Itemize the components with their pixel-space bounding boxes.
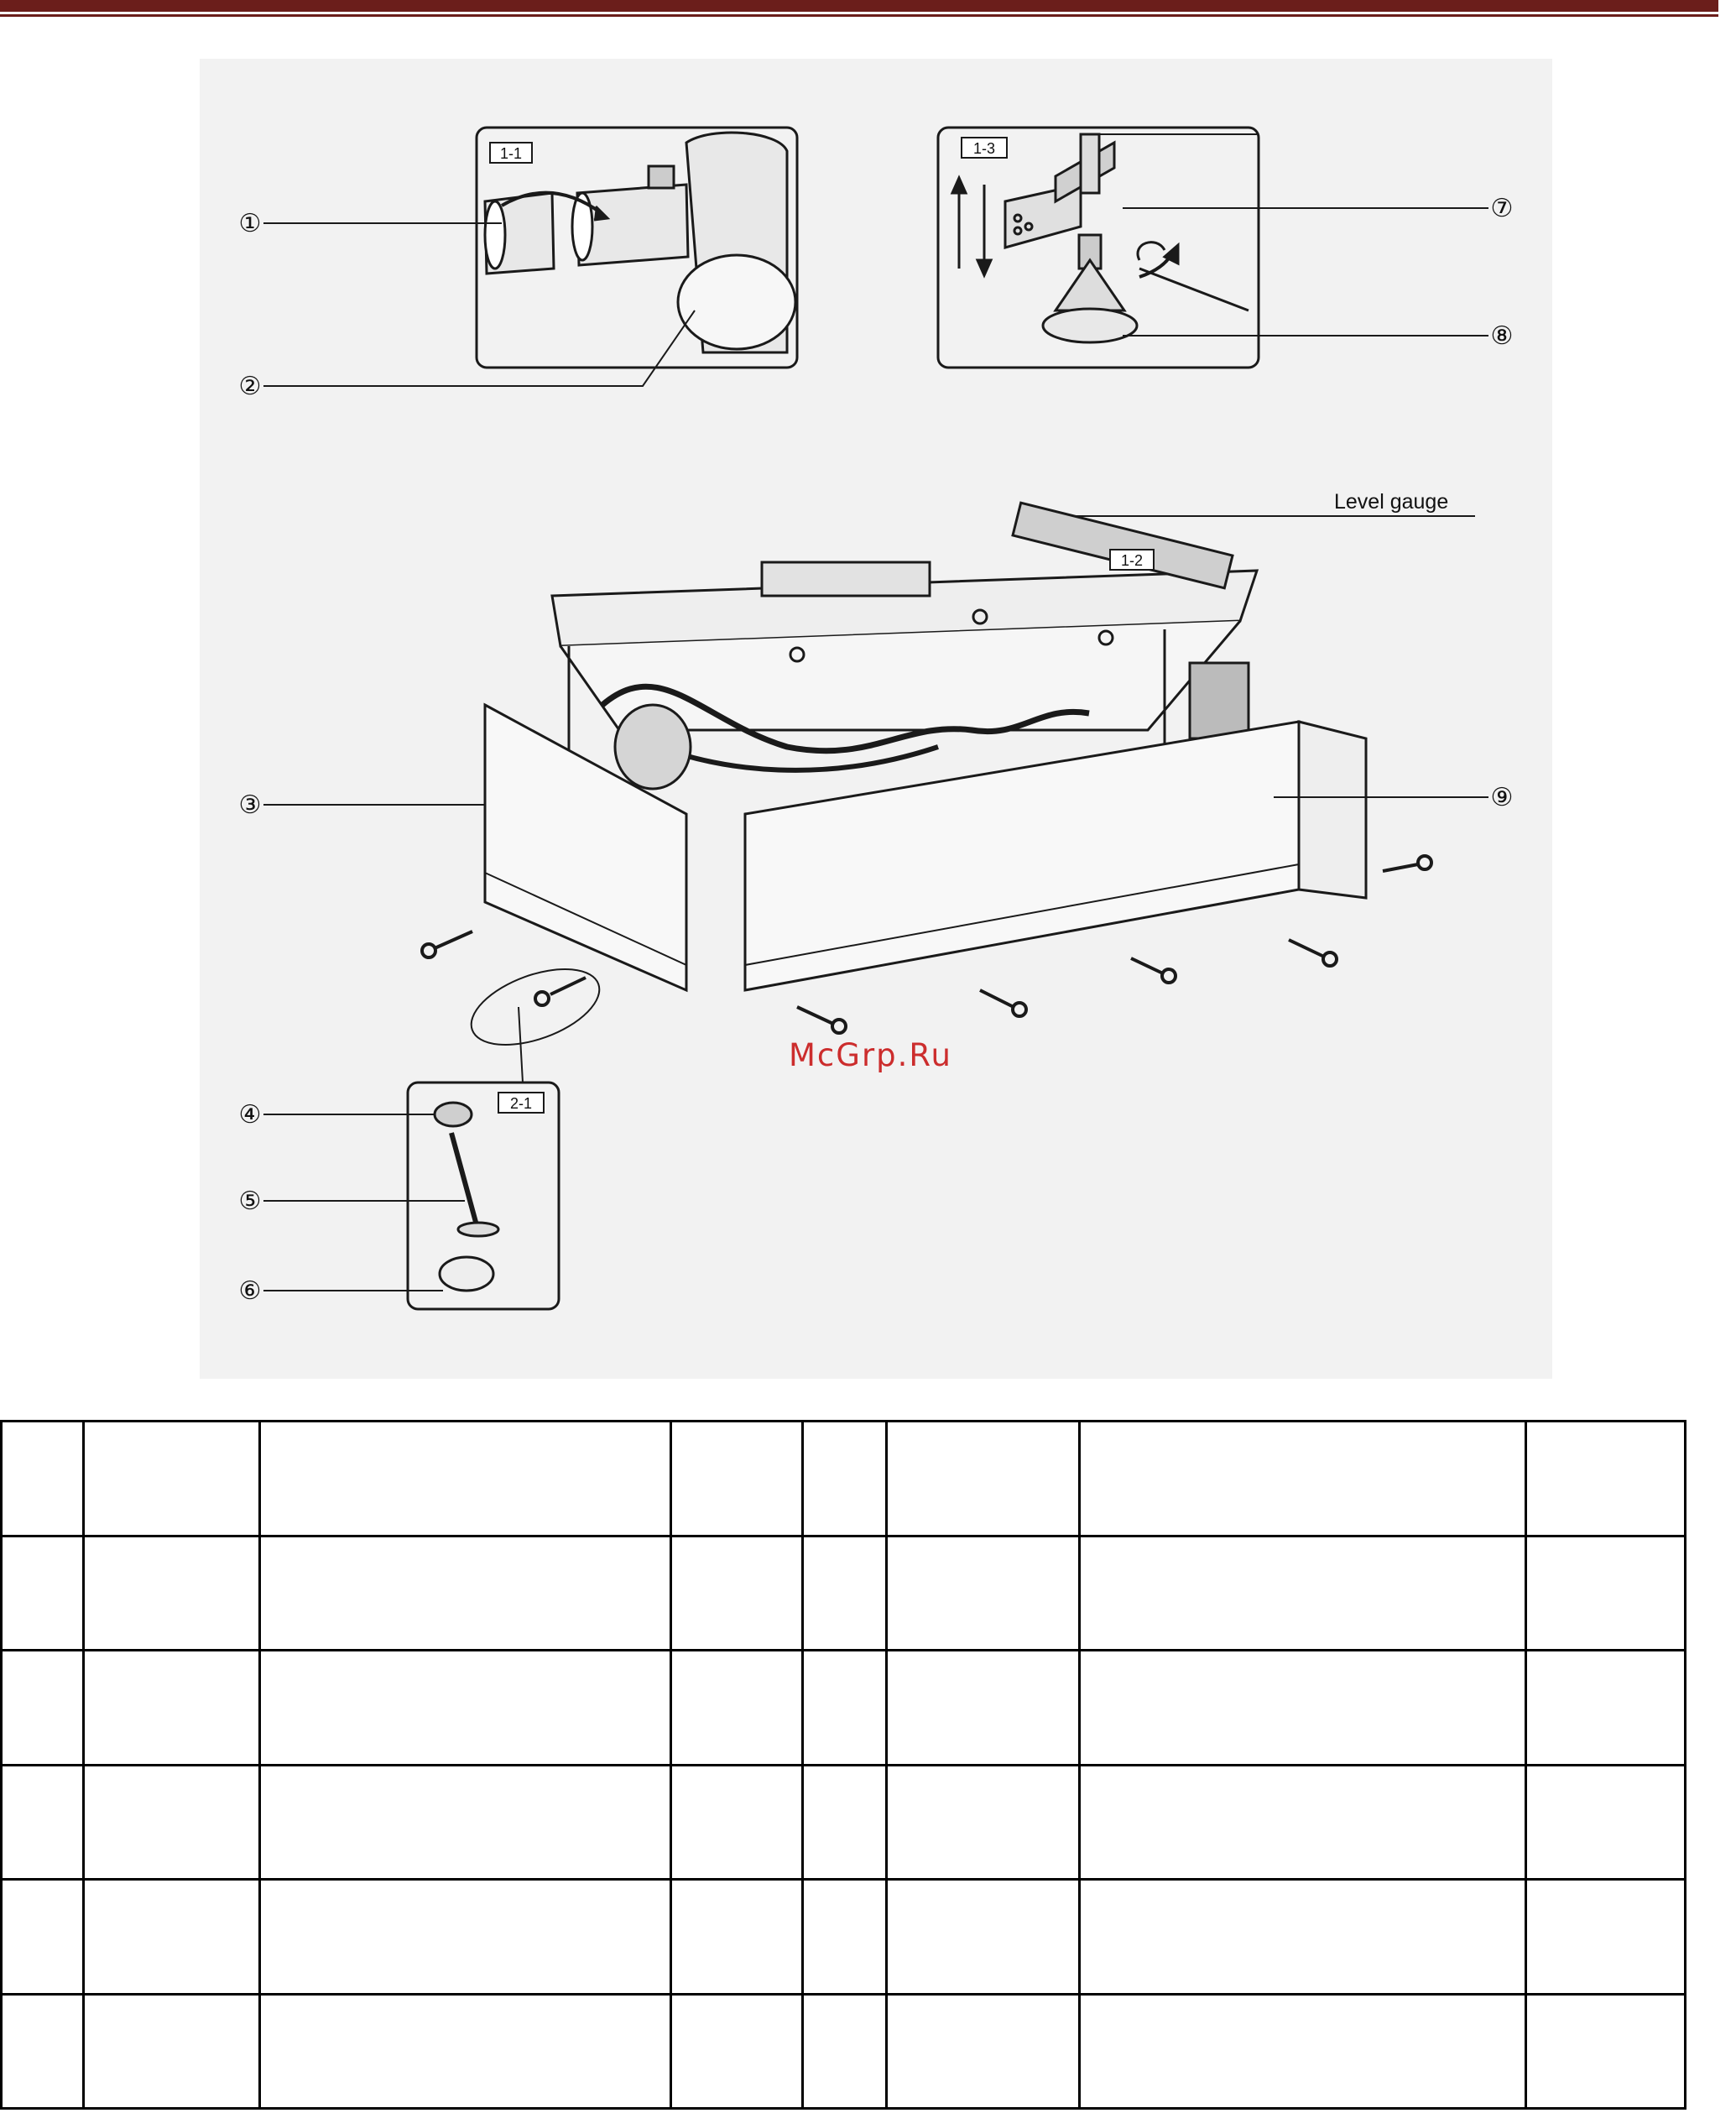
callout-5: ⑤ [238,1187,262,1215]
pump-motor [615,705,691,789]
table-cell [84,1880,260,1995]
level-gauge-label: Level gauge [1334,490,1449,514]
table-cell [2,1422,84,1536]
screw [980,990,1014,1007]
table-cell [260,1994,671,2109]
table-cell [671,1536,803,1651]
detail-circle [461,954,609,1060]
header-rule-thick [0,0,1718,12]
parts-table-body [2,1422,1686,2109]
table-cell [671,1765,803,1880]
table-cell [887,1651,1080,1766]
drain-cup [678,255,795,349]
table-cell [260,1880,671,1995]
screw [1131,958,1163,973]
washer-part [458,1223,498,1236]
table-row [2,1994,1686,2109]
table-cell [887,1536,1080,1651]
screw-part [451,1133,477,1225]
assembly-illustration [200,59,1552,1379]
screw-cap [1013,1003,1026,1016]
screw-cap [535,992,549,1005]
table-cell [2,1994,84,2109]
table-cell [803,1765,887,1880]
inset-screw-detail [408,1083,559,1309]
header-rule [0,0,1718,18]
screw [550,978,586,994]
leg-foot [1043,309,1137,342]
parts-table [0,1420,1686,2110]
screw [435,931,472,948]
tub-control-panel [762,562,930,596]
detail-leader [519,1007,552,1083]
table-cell [1080,1994,1526,2109]
callout-6: ⑥ [238,1277,262,1305]
screw [797,1007,833,1024]
screw-cap [1323,952,1337,966]
table-cell [84,1994,260,2109]
table-cell [803,1651,887,1766]
callout-4: ④ [238,1101,262,1129]
table-cell [887,1765,1080,1880]
down-arrow-head [977,260,991,275]
table-cell [84,1765,260,1880]
fitting-nipple [649,166,674,188]
side-panel-right [1299,722,1366,898]
table-cell [671,1651,803,1766]
table-row [2,1536,1686,1651]
table-cell [1080,1536,1526,1651]
inset-leg-adjustment [938,128,1259,368]
table-cell [260,1422,671,1536]
table-cell [803,1536,887,1651]
table-cell [260,1651,671,1766]
table-cell [2,1536,84,1651]
table-cell [671,1994,803,2109]
screw [1383,864,1418,871]
table-cell [803,1880,887,1995]
table-cell [1526,1994,1686,2109]
callout-7: ⑦ [1490,195,1514,222]
table-cell [84,1536,260,1651]
table-cell [84,1651,260,1766]
table-cell [671,1422,803,1536]
table-cell [260,1536,671,1651]
threaded-rod [1081,134,1099,193]
table-cell [260,1765,671,1880]
table-cell [2,1765,84,1880]
table-cell [1080,1880,1526,1995]
table-row [2,1422,1686,1536]
inset-tag-label: 1-2 [1120,552,1144,569]
callout-8: ⑧ [1490,322,1514,350]
table-cell [803,1994,887,2109]
table-cell [887,1422,1080,1536]
table-cell [2,1651,84,1766]
inset-pipe-connection [477,128,797,368]
inset-tag-label: 2-1 [509,1095,533,1112]
wrench [1138,243,1249,310]
table-cell [1526,1536,1686,1651]
table-cell [1526,1765,1686,1880]
screw-cap [422,944,435,957]
control-box [1190,663,1249,738]
callout-3: ③ [238,791,262,819]
table-cell [803,1422,887,1536]
leg-foot-cone [1056,260,1124,310]
table-cell [1080,1422,1526,1536]
table-cell [1080,1651,1526,1766]
assembly-drawing [200,59,1552,1379]
callout-2: ② [238,373,262,400]
header-rule-thin [0,14,1718,17]
screw-cap [832,1020,846,1033]
table-row [2,1880,1686,1995]
callout-9: ⑨ [1490,784,1514,811]
cover-cup-part [440,1257,493,1291]
table-cell [887,1994,1080,2109]
table-cell [1526,1880,1686,1995]
watermark: McGrp.Ru [789,1037,952,1073]
table-row [2,1651,1686,1766]
bathtub-assembly [422,490,1475,1083]
table-cell [887,1880,1080,1995]
leader-2 [263,310,695,386]
callout-1: ① [238,210,262,237]
table-cell [671,1880,803,1995]
pipe-end [485,201,505,269]
screw [1289,940,1324,957]
table-cell [1526,1651,1686,1766]
table-row [2,1765,1686,1880]
inset-tag-label: 1-3 [972,140,996,157]
screw-cap [1418,856,1431,869]
pipe-fitting [577,185,688,265]
table-cell [2,1880,84,1995]
screw-cap [1162,969,1176,983]
table-cell [84,1422,260,1536]
inset-tag-label: 1-1 [499,145,523,162]
screw-cap-part [435,1103,472,1126]
table-cell [1526,1422,1686,1536]
table-cell [1080,1765,1526,1880]
up-arrow-head [952,178,966,193]
